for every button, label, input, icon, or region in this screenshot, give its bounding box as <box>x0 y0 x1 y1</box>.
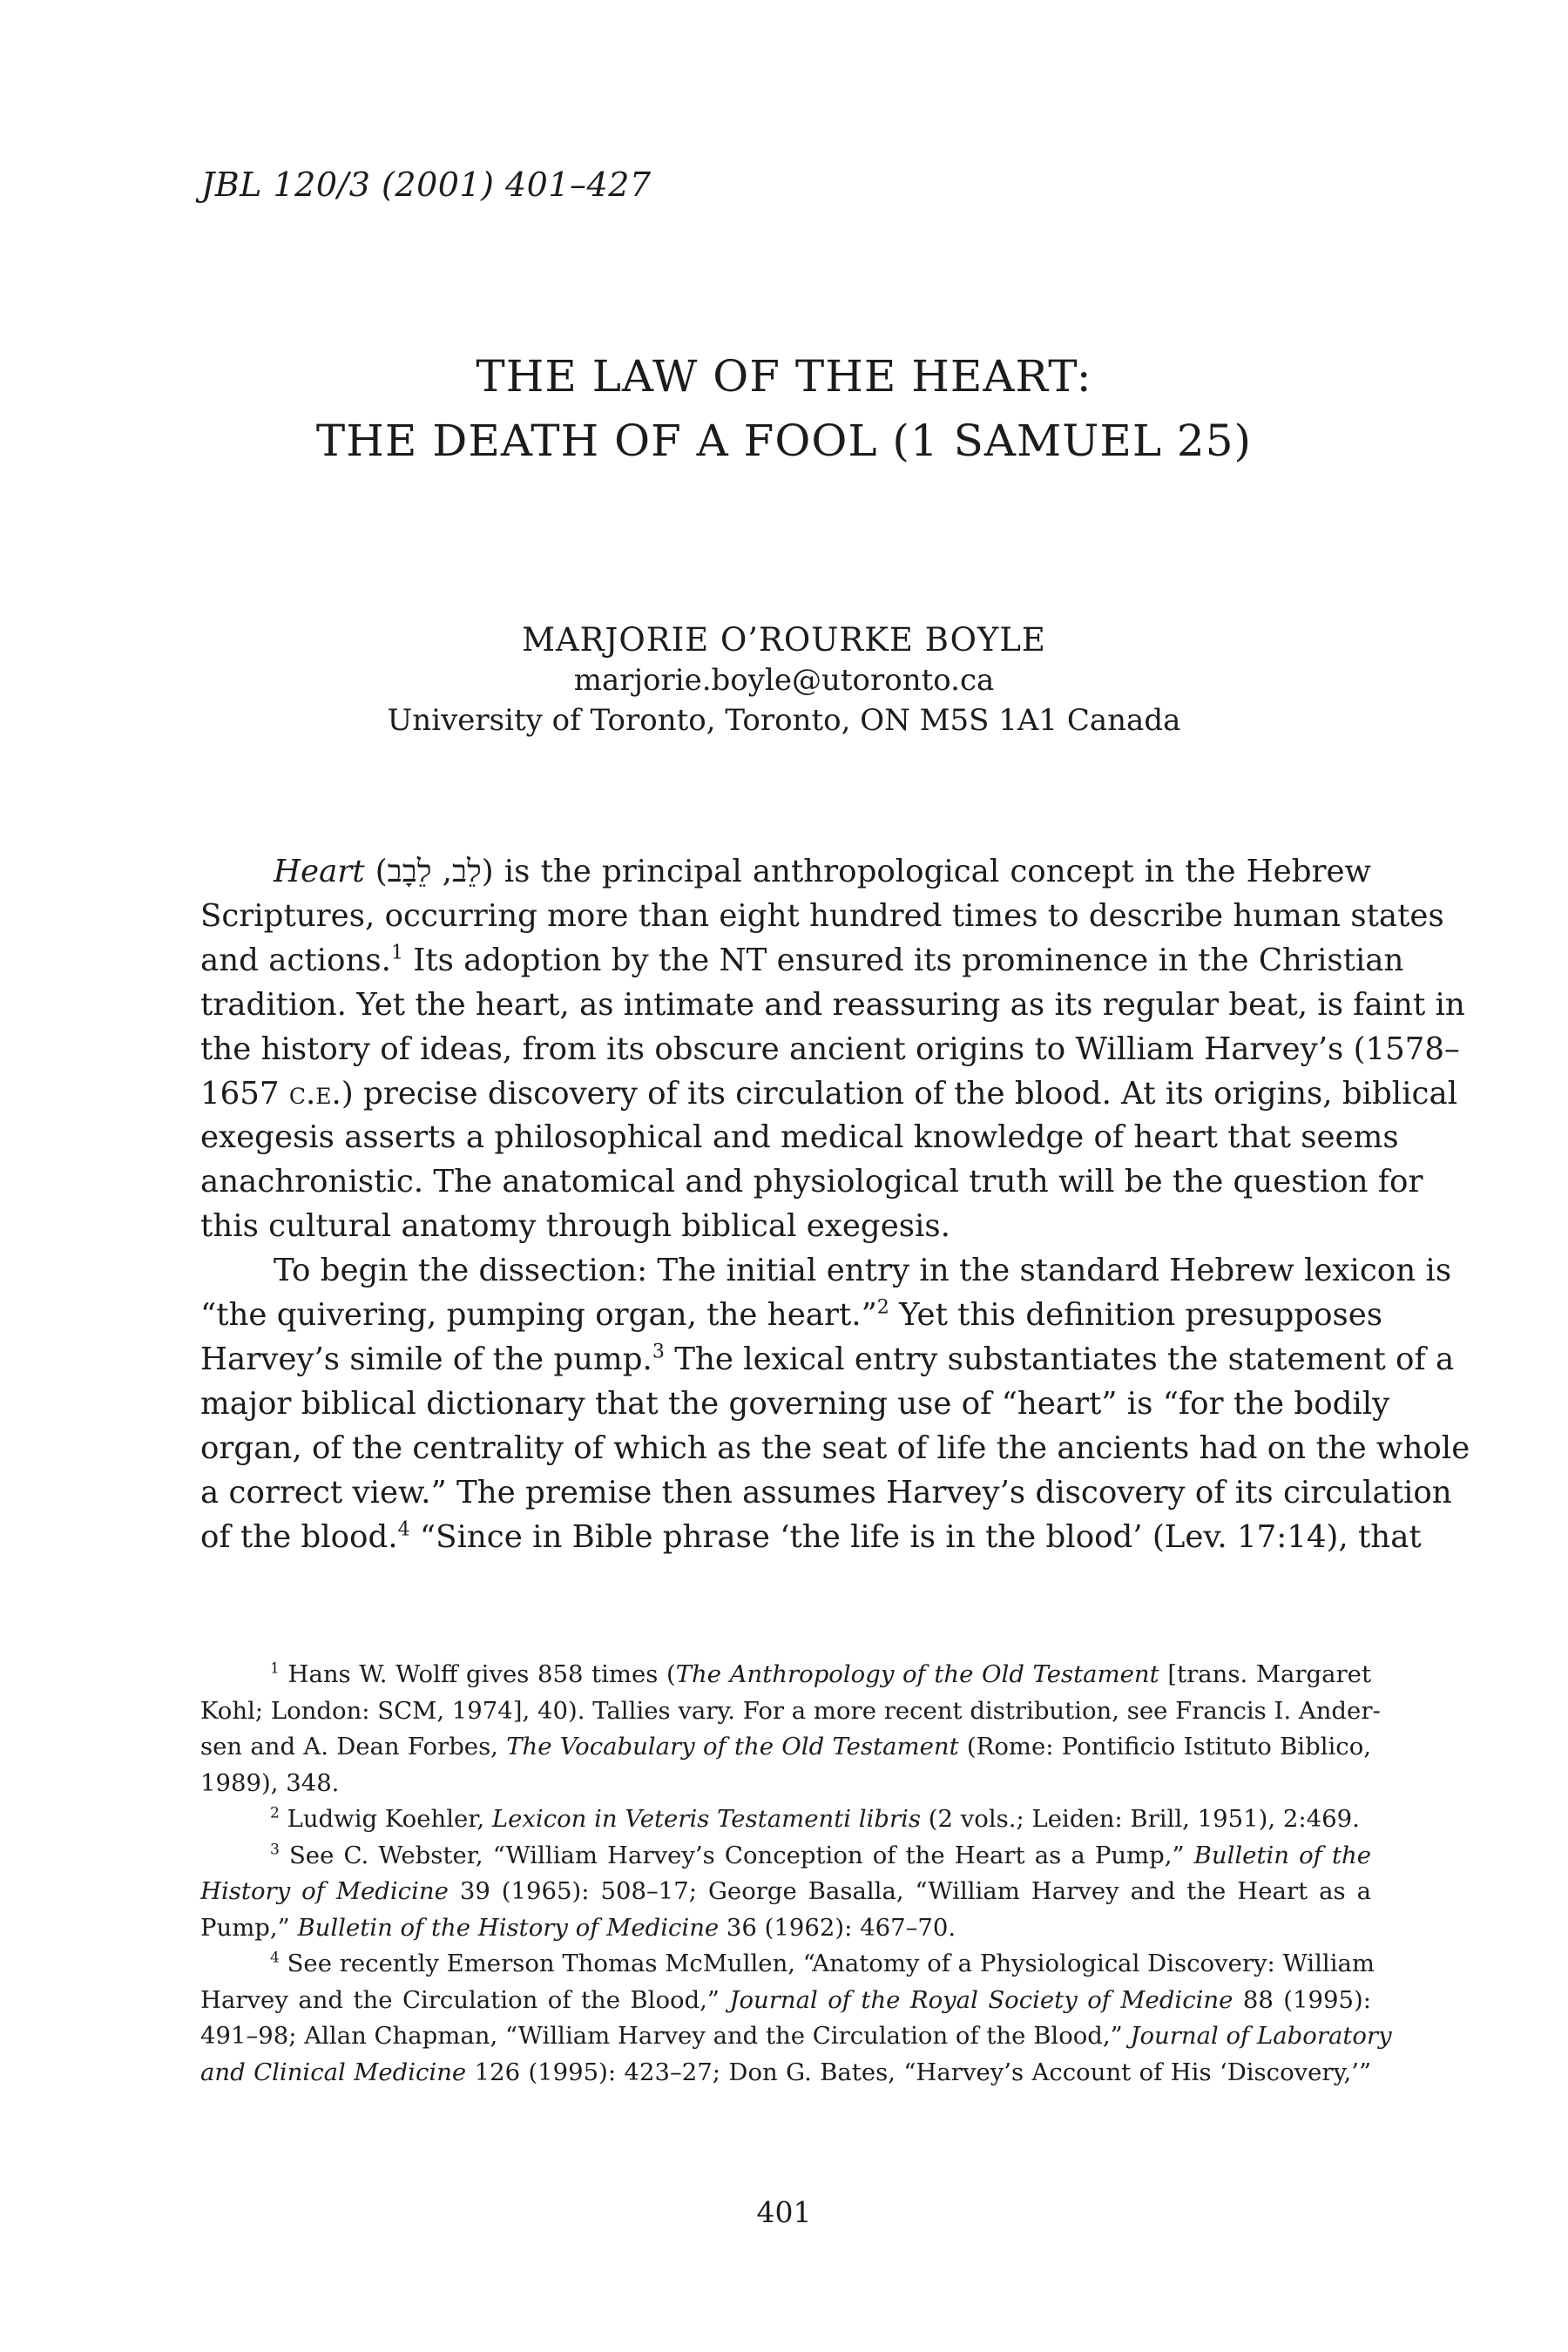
footnote-line <box>200 1657 1371 1693</box>
footnote-line: Kohl; London: SCM, 1974], 40). Tallies vary. For a more recent distribution, see Francis I. Ander- <box>200 1696 1381 1725</box>
footnotes <box>200 1657 1392 2091</box>
cited-title: Bulletin of the History of Medicine <box>297 1913 720 1942</box>
text-run: 126 (1995): 423–27; Don G. Bates, “Harvey’s Account of His ‘Discovery,’” <box>466 2058 1372 2086</box>
footnote-number: 1 <box>270 1659 280 1678</box>
text-run: Pump,” <box>200 1913 298 1942</box>
author-block <box>0 620 1568 740</box>
footnote-line <box>200 2055 1371 2092</box>
body-line: Scriptures, occurring more than eight hundred times to describe human states <box>200 897 1444 934</box>
text-run: Harvey’s simile of the pump. <box>200 1341 652 1377</box>
text-run: Its adoption by the NT ensured its prominence in the Christian <box>402 942 1404 978</box>
journal-citation <box>201 166 652 204</box>
journal-citation-text: JBL 120/3 (2001) 401–427 <box>201 166 652 204</box>
article-title <box>0 344 1568 473</box>
footnote-line <box>200 1983 1371 2019</box>
text-run: of the blood. <box>200 1518 398 1555</box>
body-line <box>200 1072 1458 1117</box>
author-name: MARJORIE O’ROURKE BOYLE <box>522 621 1046 659</box>
text-run: The lexical entry substantiates the statement of a <box>664 1341 1455 1377</box>
body-line: To begin the dissection: The initial entry in the standard Hebrew lexicon is <box>274 1253 1452 1289</box>
footnote-number: 3 <box>270 1840 280 1858</box>
title-line-2: THE DEATH OF A FOOL (1 SAMUEL 25) <box>315 416 1253 466</box>
text-run: Harvey and the Circulation of the Blood,” <box>200 1985 730 2014</box>
cited-title: and Clinical Medicine <box>200 2058 467 2086</box>
text-run: Ludwig Koehler, <box>279 1805 492 1833</box>
cited-title: The Anthropology of the Old Testament <box>675 1660 1159 1688</box>
footnote-line <box>200 1838 1371 1875</box>
footnote-line <box>200 1729 1371 1766</box>
text-run: 1657 <box>200 1075 289 1112</box>
text-run: (Rome: Pontificio Istituto Biblico, <box>958 1733 1371 1761</box>
footnote-line <box>200 2018 1392 2055</box>
text-run: sen and A. Dean Forbes, <box>200 1733 507 1761</box>
author-email: marjorie.boyle@utoronto.ca <box>573 663 995 698</box>
footnote-line <box>200 1946 1375 1983</box>
body-line: the history of ideas, from its obscure ancient origins to William Harvey’s (1578– <box>200 1031 1460 1067</box>
text-run: ( <box>364 854 388 889</box>
body-line <box>200 1294 1383 1338</box>
cited-title: Bulletin of the <box>1193 1841 1372 1869</box>
footnote-3 <box>200 1838 1371 1947</box>
body-line: a correct view.” The premise then assumes Harvey’s discovery of its circulation <box>200 1474 1452 1511</box>
hebrew-term: לֵב, לֵבָב <box>387 854 482 889</box>
text-run: ) precise discovery of its circulation of the blood. At its origins, biblical <box>341 1075 1458 1112</box>
text-run: See C. Webster, “William Harvey’s Conception of the Heart as a Pump,” <box>279 1841 1194 1869</box>
footnote-4 <box>200 1946 1392 2091</box>
paragraph-2 <box>200 1249 1470 1559</box>
text-run: and actions. <box>200 942 391 978</box>
text-run: 88 (1995): <box>1233 1985 1372 2014</box>
footnote-ref-3: 3 <box>652 1341 665 1363</box>
cited-title: Lexicon in Veteris Testamenti libris <box>491 1805 922 1833</box>
body-line: exegesis asserts a philosophical and medical knowledge of heart that seems <box>200 1119 1399 1156</box>
cited-title: Journal of the Royal Society of Medicine <box>729 1985 1233 2014</box>
footnote-ref-1: 1 <box>390 942 403 964</box>
body-line: organ, of the centrality of which as the seat of life the ancients had on the whole <box>200 1429 1470 1466</box>
body-line: major biblical dictionary that the governing use of “heart” is “for the bodily <box>200 1385 1390 1422</box>
footnote-ref-2: 2 <box>876 1296 889 1319</box>
text-run: 39 (1965): 508–17; George Basalla, “William Harvey and the Heart as a <box>448 1877 1371 1905</box>
body-line <box>200 939 1404 983</box>
cited-title: Journal of Laboratory <box>1130 2022 1392 2050</box>
text-run: [trans. Margaret <box>1159 1660 1371 1688</box>
footnote-number: 2 <box>270 1804 280 1822</box>
footnote-1 <box>200 1657 1381 1801</box>
footnote-line <box>200 1910 1371 1947</box>
text-run: “Since in Bible phrase ‘the life is in the blood’ (Lev. 17:14), that <box>409 1518 1422 1555</box>
footnote-2 <box>200 1801 1371 1838</box>
page-number: 401 <box>756 2195 812 2229</box>
text-run: See recently Emerson Thomas McMullen, “Anatomy of a Physiological Discovery: William <box>279 1950 1375 1977</box>
author-affiliation: University of Toronto, Toronto, ON M5S 1A1 Canada <box>387 703 1181 738</box>
text-run: Yet this definition presupposes <box>889 1297 1383 1334</box>
article-body <box>200 850 1470 1560</box>
footnote-ref-4: 4 <box>397 1517 410 1540</box>
text-run: 36 (1962): 467–70. <box>719 1913 956 1942</box>
title-line-1: THE LAW OF THE HEART: <box>476 351 1092 402</box>
paragraph-1 <box>200 850 1465 1249</box>
footnote-line <box>200 1801 1371 1838</box>
cited-title: The Vocabulary of the Old Testament <box>506 1733 959 1761</box>
footnote-line: 1989), 348. <box>200 1768 340 1797</box>
text-run: (2 vols.; Leiden: Brill, 1951), 2:469. <box>921 1805 1360 1833</box>
body-line <box>200 1516 1422 1560</box>
body-line: this cultural anatomy through biblical exegesis. <box>200 1208 950 1245</box>
body-line: tradition. Yet the heart, as intimate and reassuring as its regular beat, is faint in <box>200 986 1465 1023</box>
footnote-number: 4 <box>270 1949 280 1967</box>
footnote-line <box>200 1874 1371 1910</box>
body-line <box>200 1338 1455 1382</box>
text-run: 491–98; Allan Chapman, “William Harvey and the Circulation of the Blood,” <box>200 2022 1131 2050</box>
cited-title: History of Medicine <box>200 1877 449 1905</box>
text-run: ) is the principal anthropological concept in the Hebrew <box>481 854 1372 889</box>
heart-term: Heart <box>274 854 365 889</box>
text-run: Hans W. Wolff gives 858 times ( <box>279 1660 676 1688</box>
text-run: “the quivering, pumping organ, the heart.” <box>200 1297 877 1334</box>
body-line: anachronistic. The anatomical and physiological truth will be the question for <box>200 1164 1423 1200</box>
era-abbrev: c.e. <box>288 1075 341 1112</box>
body-line <box>200 850 1371 895</box>
